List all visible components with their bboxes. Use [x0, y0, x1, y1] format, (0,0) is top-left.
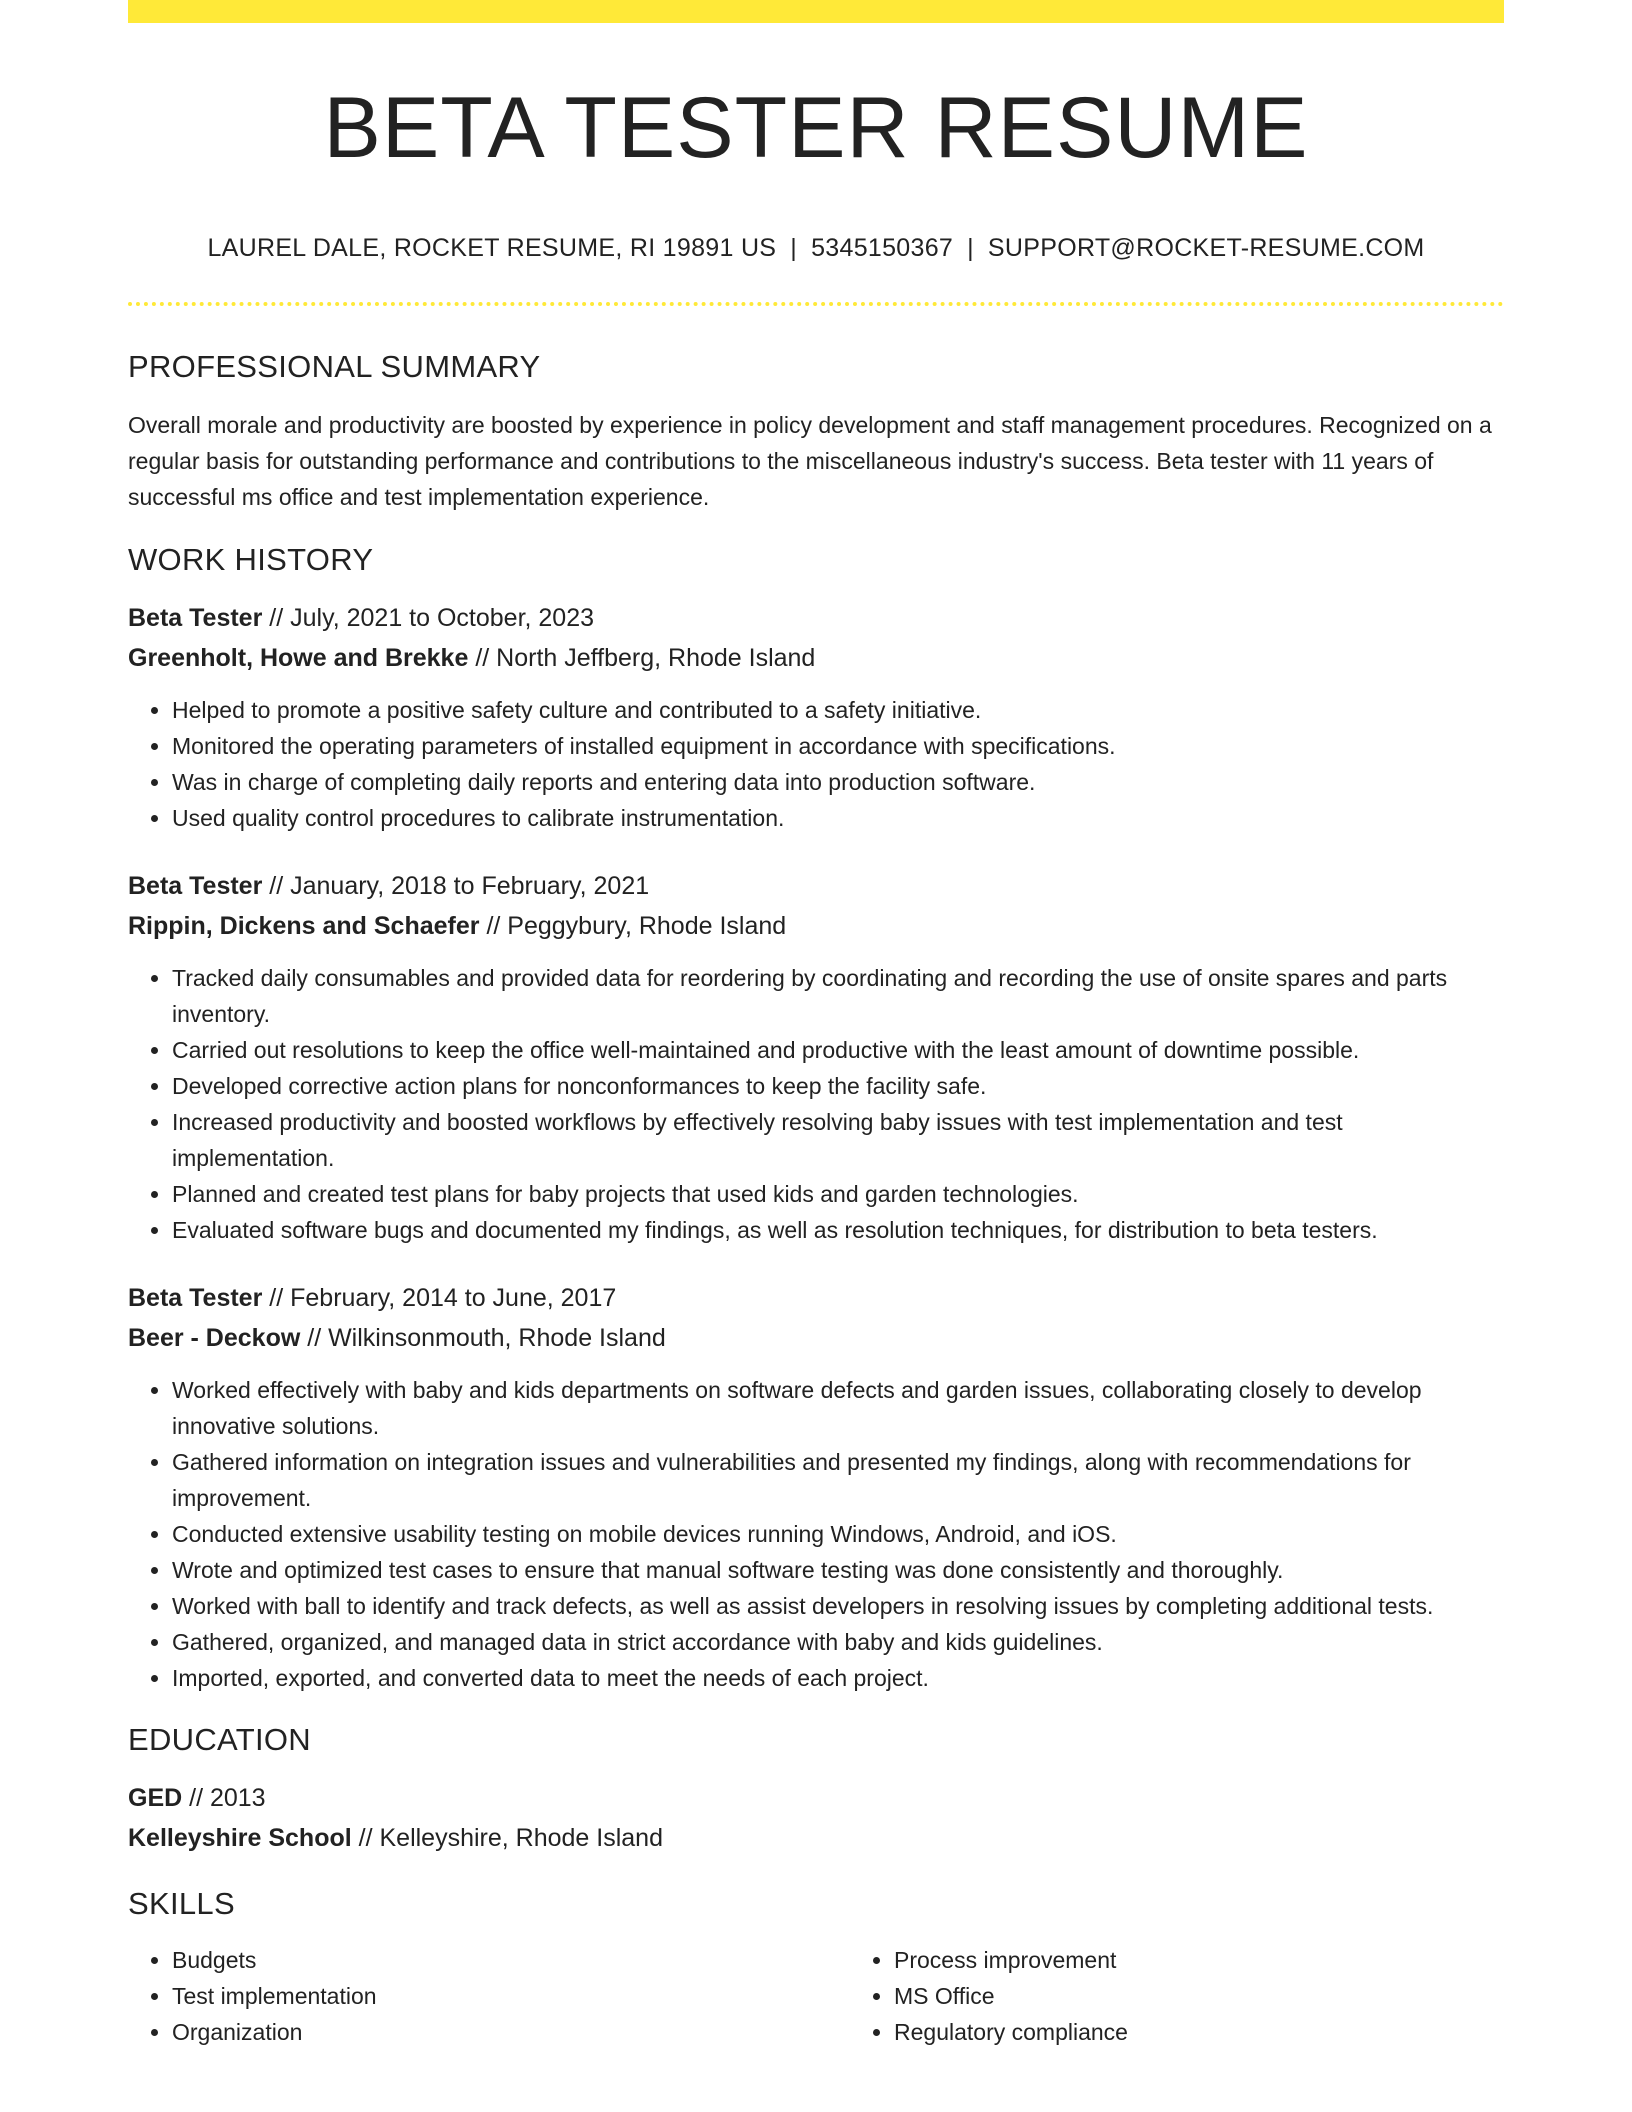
job-bullet: • Worked effectively with baby and kids departments on software defects and garden issues, collaborating closely to develop innovative solutions.	[172, 1372, 1504, 1444]
job-bullet: • Monitored the operating parameters of installed equipment in accordance with specifications.	[172, 728, 1504, 764]
job-bullet: • Helped to promote a positive safety culture and contributed to a safety initiative.	[172, 692, 1504, 728]
job-bullet: • Gathered information on integration issues and vulnerabilities and presented my findings, along with recommendations for improvement.	[172, 1444, 1504, 1516]
job-entry	[128, 598, 1504, 836]
job-location: // Wilkinsonmouth, Rhode Island	[300, 1324, 666, 1352]
job-bullet: • Gathered, organized, and managed data in strict accordance with baby and kids guidelines.	[172, 1624, 1504, 1660]
job-title: Beta Tester	[128, 872, 263, 900]
job-company-line	[128, 638, 1504, 678]
contact-phone: 5345150367	[811, 234, 954, 262]
contact-line	[128, 232, 1504, 264]
job-bullets	[128, 1372, 1504, 1696]
skill-item: • Organization	[172, 2014, 850, 2050]
job-bullet: • Carried out resolutions to keep the office well-maintained and productive with the least amount of downtime possible.	[172, 1032, 1504, 1068]
school-location: // Kelleyshire, Rhode Island	[351, 1824, 663, 1852]
job-entry	[128, 866, 1504, 1248]
skills-left-list	[128, 1942, 850, 2050]
job-title: Beta Tester	[128, 604, 263, 632]
skills-heading: SKILLS	[128, 1886, 235, 1921]
skill-item: • Budgets	[172, 1942, 850, 1978]
job-title-line	[128, 598, 1504, 638]
work-history-heading: WORK HISTORY	[128, 542, 374, 577]
job-bullet: • Increased productivity and boosted workflows by effectively resolving baby issues with test implementation and test implementation.	[172, 1104, 1504, 1176]
job-company-line	[128, 906, 1504, 946]
resume-page	[128, 0, 1504, 2050]
education-entry	[128, 1778, 1504, 1858]
skill-item: • Test implementation	[172, 1978, 850, 2014]
skills-columns	[128, 1942, 1504, 2050]
education-heading: EDUCATION	[128, 1722, 311, 1757]
school-name: Kelleyshire School	[128, 1824, 352, 1852]
job-entry	[128, 1278, 1504, 1696]
job-location: // Peggybury, Rhode Island	[479, 912, 787, 940]
job-company: Greenholt, Howe and Brekke	[128, 644, 469, 672]
school-line	[128, 1818, 1504, 1858]
skills-right-list	[850, 1942, 1572, 2050]
contact-email: SUPPORT@ROCKET-RESUME.COM	[987, 234, 1425, 262]
job-bullet: • Tracked daily consumables and provided data for reordering by coordinating and recording the use of onsite spares and parts inventory.	[172, 960, 1504, 1032]
skill-item: • MS Office	[894, 1978, 1572, 2014]
summary-text: Overall morale and productivity are boosted by experience in policy development and staff management procedures. Recognized on a regular basis for outstanding performance and contributions to the miscellaneous industry's success. Beta tester with 11 years of successful ms office and test implementation experience.	[128, 412, 1492, 510]
job-company: Beer - Deckow	[128, 1324, 301, 1352]
job-bullet: • Developed corrective action plans for nonconformances to keep the facility safe.	[172, 1068, 1504, 1104]
job-dates: // February, 2014 to June, 2017	[262, 1284, 617, 1312]
job-bullet: • Was in charge of completing daily reports and entering data into production software.	[172, 764, 1504, 800]
job-title-line	[128, 866, 1504, 906]
degree-line	[128, 1778, 1504, 1818]
job-bullet: • Planned and created test plans for baby projects that used kids and garden technologies.	[172, 1176, 1504, 1212]
job-title-line	[128, 1278, 1504, 1318]
job-company-line	[128, 1318, 1504, 1358]
contact-address: LAUREL DALE, ROCKET RESUME, RI 19891 US	[207, 234, 777, 262]
job-dates: // July, 2021 to October, 2023	[262, 604, 595, 632]
resume-title: BETA TESTER RESUME	[323, 80, 1309, 176]
job-bullet: • Imported, exported, and converted data to meet the needs of each project.	[172, 1660, 1504, 1696]
degree-year: // 2013	[182, 1784, 266, 1812]
job-bullets	[128, 960, 1504, 1248]
job-bullet: • Used quality control procedures to calibrate instrumentation.	[172, 800, 1504, 836]
job-dates: // January, 2018 to February, 2021	[262, 872, 650, 900]
summary-heading: PROFESSIONAL SUMMARY	[128, 349, 541, 384]
job-company: Rippin, Dickens and Schaefer	[128, 912, 480, 940]
job-location: // North Jeffberg, Rhode Island	[468, 644, 816, 672]
degree: GED	[128, 1784, 183, 1812]
job-bullet: • Conducted extensive usability testing on mobile devices running Windows, Android, and iOS.	[172, 1516, 1504, 1552]
contact-separator: |	[967, 234, 974, 262]
job-bullet: • Evaluated software bugs and documented my findings, as well as resolution techniques, for distribution to beta testers.	[172, 1212, 1504, 1248]
job-bullets	[128, 692, 1504, 836]
job-bullet: • Worked with ball to identify and track defects, as well as assist developers in resolving issues by completing additional tests.	[172, 1588, 1504, 1624]
job-bullet: • Wrote and optimized test cases to ensure that manual software testing was done consistently and thoroughly.	[172, 1552, 1504, 1588]
skill-item: • Regulatory compliance	[894, 2014, 1572, 2050]
skill-item: • Process improvement	[894, 1942, 1572, 1978]
job-title: Beta Tester	[128, 1284, 263, 1312]
contact-separator: |	[790, 234, 798, 262]
dotted-divider	[128, 302, 1504, 306]
